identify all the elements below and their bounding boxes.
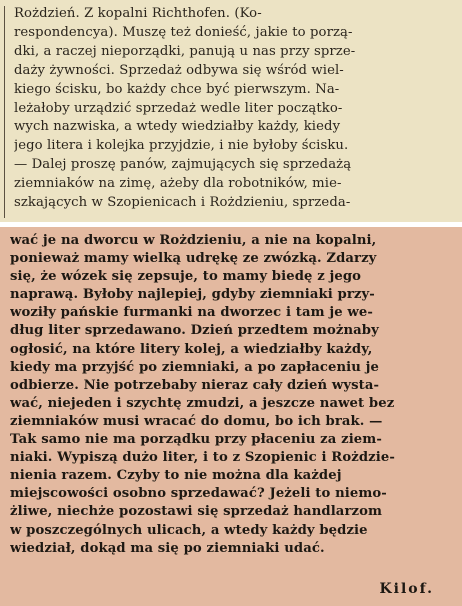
article-line: jego litera i kolejka przyjdzie, i nie byłoby ścisku. — [14, 138, 349, 154]
article-line: miejscowości osobno sprzedawać? Jeżeli to niemo- — [10, 486, 387, 502]
article-line: — Dalej proszę panów, zajmujących się sprzedażą — [14, 157, 352, 173]
article-line: ziemniaków musi wracać do domu, bo ich brak. — — [10, 413, 383, 429]
article-line: szkających w Szopienicach i Rożdzieniu, sprzeda- — [14, 195, 351, 211]
article-line: dług liter sprzedawano. Dzień przedtem możnaby — [10, 323, 379, 339]
article-line: się, że wózek się zepsuje, to mamy biedę z jego — [10, 269, 362, 285]
article-line: żliwe, niechże pozostawi się sprzedaż handlarzom — [10, 504, 383, 520]
article-line: ponieważ mamy wielką udrękę ze zwózką. Zdarzy — [10, 251, 377, 267]
article-line: odbierze. Nie potrzebaby nieraz cały dzień wysta- — [10, 377, 380, 393]
article-line: ziemniaków na zimę, ażeby dla robotników, mie- — [14, 176, 342, 192]
article-line: w poszczególnych ulicach, a wtedy każdy będzie — [10, 522, 368, 538]
article-line: Tak samo nie ma porządku przy płaceniu za ziem- — [10, 432, 382, 448]
article-line: kiego ścisku, bo każdy chce być pierwszym. Na- — [14, 81, 340, 97]
author-signature: Kilof. — [379, 581, 434, 597]
article-line: respondencya). Muszę też donieść, jakie to porzą- — [14, 24, 353, 40]
article-line: wać, niejeden i szychtę zmudzi, a jeszcze nawet bez — [10, 395, 395, 411]
article-line: woziły pańskie furmanki na dworzec i tam je we- — [10, 305, 373, 321]
article-line: wiedział, dokąd ma się po ziemniaki udać. — [10, 540, 325, 556]
article-line: nienia razem. Czyby to nie można dla każdej — [10, 468, 342, 484]
article-line: wać je na dworcu w Rożdzieniu, a nie na kopalni, — [10, 233, 377, 248]
article-line: dki, a raczej nieporządki, panują u nas przy sprze- — [14, 43, 356, 59]
article-clipping-bottom — [0, 227, 462, 606]
article-line: wych nazwiska, a wtedy wiedziałby każdy, kiedy — [14, 119, 341, 135]
article-line: niaki. Wypiszą dużo liter, i to z Szopienic i Rożdzie- — [10, 450, 395, 466]
article-line: Rożdzień. Z kopalni Richthofen. (Ko- — [14, 6, 262, 21]
article-line: leżałoby urządzić sprzedaż wedle liter początko- — [14, 100, 343, 116]
article-line: daży żywności. Sprzedaż odbywa się wśród wiel- — [14, 62, 344, 78]
article-line: naprawą. Byłoby najlepiej, gdyby ziemniaki przy- — [10, 287, 375, 303]
article-clipping-top — [0, 0, 462, 224]
article-line: ogłosić, na które litery kolej, a wiedziałby każdy, — [10, 341, 373, 357]
article-line: kiedy ma przyjść po ziemniaki, a po zapłaceniu je — [10, 359, 380, 375]
